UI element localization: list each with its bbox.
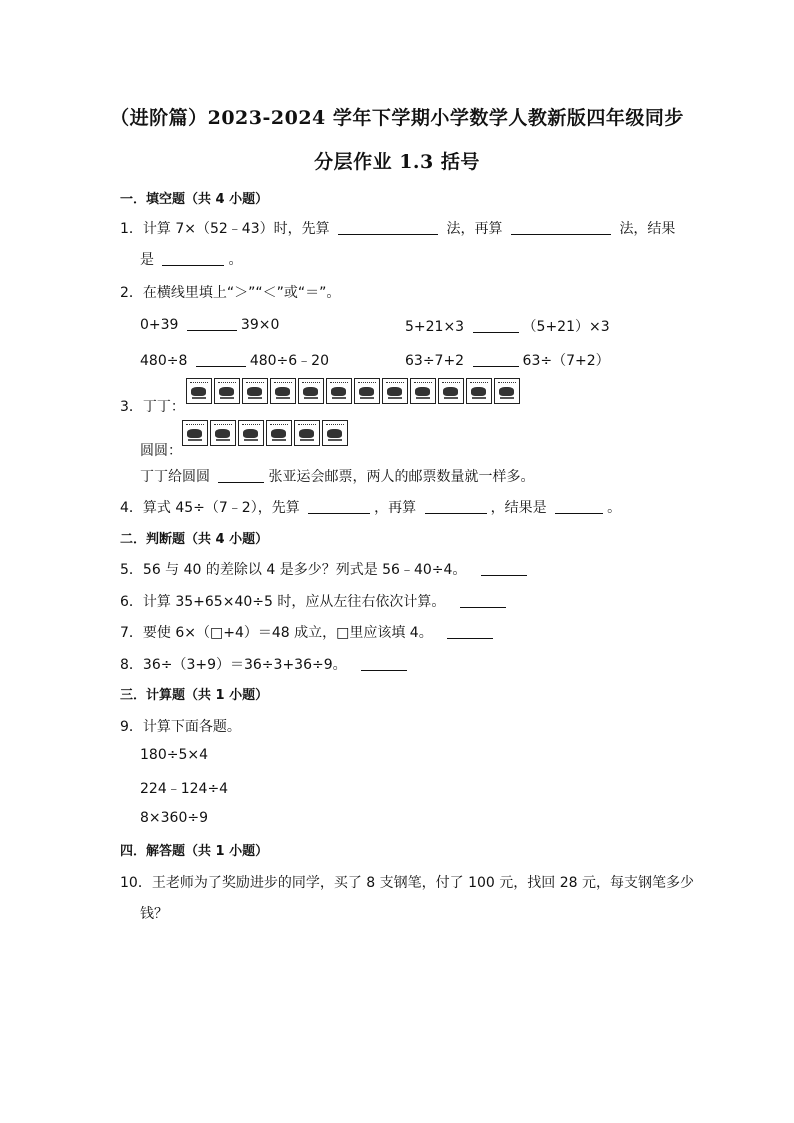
- q9-expr-2: 224﹣124÷4: [140, 781, 229, 797]
- q2-blank-4[interactable]: [473, 352, 519, 367]
- q7-blank[interactable]: [447, 624, 493, 639]
- doc-title-line1: （进阶篇）2023-2024 学年下学期小学数学人教新版四年级同步: [110, 107, 684, 129]
- q1-text-e: 。: [228, 252, 243, 268]
- question-1: [120, 218, 675, 238]
- question-6: [120, 591, 510, 611]
- q2-row2-right: [405, 350, 610, 370]
- q9-expr-3: 8×360÷9: [140, 810, 208, 826]
- stamp-icon: [354, 378, 380, 404]
- section-fill-in-blank: 一．填空题（共 4 小题）: [120, 192, 269, 207]
- ding-stamp-row: [186, 378, 520, 404]
- q1-text-d: 是: [140, 252, 154, 268]
- q2-r1r-expr-a: 5+21×3: [405, 319, 465, 335]
- section-calculation: 三．计算题（共 1 小题）: [120, 688, 269, 703]
- q3-blank[interactable]: [218, 468, 264, 483]
- q6-blank[interactable]: [460, 593, 506, 608]
- q2-r1l-expr-b: 39×0: [240, 317, 280, 333]
- stamp-icon: [326, 378, 352, 404]
- q7-text: 7．要使 6×（□+4）＝48 成立，□里应该填 4。: [120, 625, 433, 641]
- section-word-problem: 四．解答题（共 1 小题）: [120, 844, 269, 859]
- doc-title-line2: 分层作业 1.3 括号: [314, 151, 480, 173]
- q2-row1-right: [405, 316, 610, 336]
- q2-r1r-expr-b: （5+21）×3: [522, 319, 610, 335]
- stamp-icon: [182, 420, 208, 446]
- stamp-icon: [382, 378, 408, 404]
- q2-row2-left: [140, 350, 329, 370]
- section-judgment: 二．判断题（共 4 小题）: [120, 532, 269, 547]
- q8-blank[interactable]: [361, 656, 407, 671]
- q3-label-yuan: 圆圆：: [140, 443, 182, 459]
- q3-text-b: 张亚运会邮票，两人的邮票数量就一样多。: [268, 469, 535, 485]
- stamp-icon: [270, 378, 296, 404]
- q3-text-a: 丁丁给圆圆: [140, 469, 210, 485]
- yuan-stamp-row: [182, 420, 348, 446]
- stamp-icon: [466, 378, 492, 404]
- q1-blank-1[interactable]: [338, 220, 438, 235]
- q2-r2r-expr-a: 63÷7+2: [405, 353, 465, 369]
- q4-blank-3[interactable]: [555, 499, 603, 514]
- question-1-cont: [140, 249, 242, 269]
- q4-text-b: ，再算: [374, 500, 417, 516]
- question-4: [120, 497, 621, 517]
- question-7: [120, 622, 497, 642]
- question-8: [120, 654, 411, 674]
- stamp-icon: [214, 378, 240, 404]
- q2-blank-3[interactable]: [196, 352, 246, 367]
- q2-blank-1[interactable]: [187, 316, 237, 331]
- stamp-icon: [322, 420, 348, 446]
- question-3-text: [140, 466, 534, 486]
- q1-text-a: 1．计算 7×（52﹣43）时，先算: [120, 221, 330, 237]
- stamp-icon: [238, 420, 264, 446]
- q2-r2l-expr-a: 480÷8: [140, 353, 188, 369]
- q2-r1l-expr-a: 0+39: [140, 317, 179, 333]
- question-9-stem: 9．计算下面各题。: [120, 719, 241, 735]
- stamp-icon: [438, 378, 464, 404]
- q5-blank[interactable]: [481, 561, 527, 576]
- q3-label-ding: 3．丁丁：: [120, 399, 185, 415]
- q2-row1-left: [140, 316, 279, 333]
- q2-r2l-expr-b: 480÷6﹣20: [249, 353, 329, 369]
- q8-text: 8．36÷（3+9）＝36÷3+36÷9。: [120, 657, 347, 673]
- q1-blank-3[interactable]: [162, 251, 224, 266]
- stamp-icon: [294, 420, 320, 446]
- q6-text: 6．计算 35+65×40÷5 时，应从左往右依次计算。: [120, 594, 446, 610]
- q4-blank-2[interactable]: [425, 499, 487, 514]
- q4-blank-1[interactable]: [308, 499, 370, 514]
- q1-text-c: 法，结果: [619, 221, 676, 237]
- q9-expr-1: 180÷5×4: [140, 747, 208, 763]
- question-2-stem: 2．在横线里填上“＞”“＜”或“＝”。: [120, 285, 341, 301]
- stamp-icon: [242, 378, 268, 404]
- q1-text-b: 法，再算: [446, 221, 503, 237]
- q2-blank-2[interactable]: [473, 318, 519, 333]
- q2-r2r-expr-b: 63÷（7+2）: [522, 353, 610, 369]
- question-10-line1: 10．王老师为了奖励进步的同学，买了 8 支钢笔，付了 100 元，找回 28 元，每支钢笔多少: [120, 875, 694, 891]
- stamp-icon: [494, 378, 520, 404]
- q4-text-c: ，结果是: [490, 500, 547, 516]
- question-10-line2: 钱？: [140, 906, 168, 922]
- q5-text: 5．56 与 40 的差除以 4 是多少？列式是 56﹣40÷4。: [120, 562, 467, 578]
- q4-text-d: 。: [607, 500, 622, 516]
- stamp-icon: [298, 378, 324, 404]
- stamp-icon: [210, 420, 236, 446]
- q4-text-a: 4．算式 45÷（7﹣2），先算: [120, 500, 300, 516]
- question-5: [120, 559, 531, 579]
- q1-blank-2[interactable]: [511, 220, 611, 235]
- stamp-icon: [410, 378, 436, 404]
- stamp-icon: [186, 378, 212, 404]
- stamp-icon: [266, 420, 292, 446]
